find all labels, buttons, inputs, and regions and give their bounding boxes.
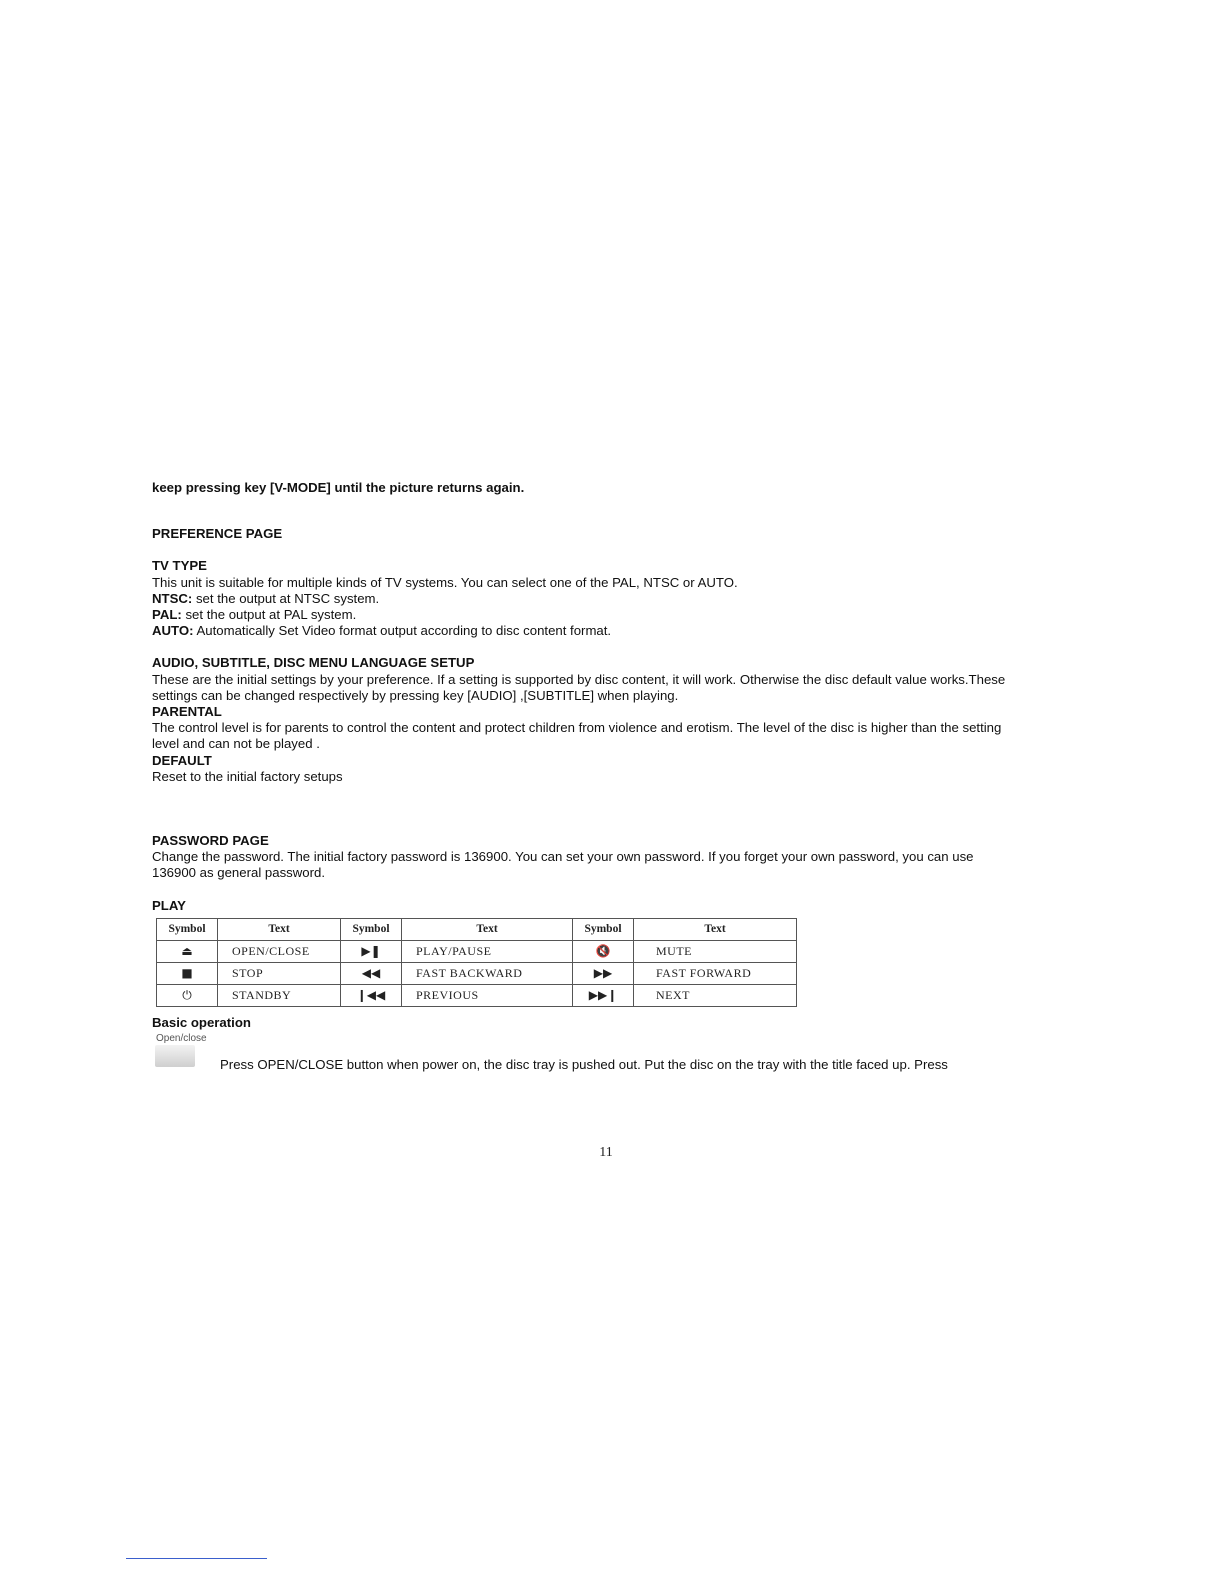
auto-text: Automatically Set Video format output according to disc content format. (193, 623, 612, 639)
ntsc-text: set the output at NTSC system. (192, 590, 380, 606)
eject-icon: ⏏ (157, 940, 218, 962)
table-header: Symbol (573, 918, 634, 940)
previous-icon: ❙◀◀ (341, 984, 402, 1006)
parental-line-1: The control level is for parents to control the content and protect children from violence and erotism. The level of the disc is higher than the setting (152, 720, 1002, 736)
table-cell: STANDBY (218, 984, 341, 1006)
fast-forward-icon: ▶▶ (573, 962, 634, 984)
table-header: Text (402, 918, 573, 940)
table-cell: FAST FORWARD (634, 962, 797, 984)
password-line-1: Change the password. The initial factory password is 136900. You can set your own password. If you forget your own password, you can use (152, 849, 974, 865)
play-heading: PLAY (152, 897, 186, 913)
basic-operation-heading: Basic operation (152, 1014, 251, 1030)
stop-icon: ■ (157, 962, 218, 984)
default-heading: DEFAULT (152, 752, 212, 768)
open-close-button-image (155, 1045, 195, 1067)
language-setup-line-1: These are the initial settings by your preference. If a setting is supported by disc content, it will work. Otherwise the disc default value works.These (152, 671, 1006, 687)
table-header: Symbol (157, 918, 218, 940)
basic-operation-section (152, 1015, 1072, 1073)
table-cell: STOP (218, 962, 341, 984)
next-icon: ▶▶❙ (573, 984, 634, 1006)
page-number: 11 (599, 1145, 613, 1160)
power-icon: ⏻ (157, 984, 218, 1006)
parental-line-2: level and can not be played . (152, 736, 320, 752)
password-line-2: 136900 as general password. (152, 865, 326, 881)
open-close-block (152, 1031, 1072, 1073)
language-setup-line-2: settings can be changed respectively by pressing key [AUDIO] ,[SUBTITLE] when playing. (152, 687, 679, 703)
table-cell: PREVIOUS (402, 984, 573, 1006)
tv-type-description: This unit is suitable for multiple kinds of TV systems. You can select one of the PAL, NTSC or AUTO. (152, 574, 738, 590)
table-header: Text (634, 918, 797, 940)
table-cell: FAST BACKWARD (402, 962, 573, 984)
mute-icon: 🔇 (573, 940, 634, 962)
page-content (152, 480, 1072, 1073)
tv-type-heading: TV TYPE (152, 558, 207, 574)
language-setup-heading: AUDIO, SUBTITLE, DISC MENU LANGUAGE SETUP (152, 655, 475, 671)
table-row (157, 984, 797, 1006)
password-page-heading: PASSWORD PAGE (152, 833, 269, 849)
preference-page-heading: PREFERENCE PAGE (152, 526, 283, 542)
table-header: Symbol (341, 918, 402, 940)
open-close-caption: Open/close (156, 1033, 207, 1045)
parental-heading: PARENTAL (152, 704, 222, 720)
ntsc-line (152, 591, 1072, 607)
table-header: Text (218, 918, 341, 940)
play-pause-icon: ▶❚ (341, 940, 402, 962)
table-cell: PLAY/PAUSE (402, 940, 573, 962)
default-text: Reset to the initial factory setups (152, 768, 343, 784)
table-cell: OPEN/CLOSE (218, 940, 341, 962)
pal-line (152, 607, 1072, 623)
pal-label: PAL: (152, 607, 182, 623)
footnote-divider (126, 1558, 267, 1559)
table-cell: NEXT (634, 984, 797, 1006)
pal-text: set the output at PAL system. (181, 607, 357, 623)
intro-line: keep pressing key [V-MODE] until the picture returns again. (152, 480, 525, 495)
ntsc-label: NTSC: (152, 590, 193, 606)
auto-label: AUTO: (152, 623, 194, 639)
auto-line (152, 623, 1072, 639)
table-row (157, 962, 797, 984)
table-row (157, 940, 797, 962)
basic-operation-text: Press OPEN/CLOSE button when power on, the disc tray is pushed out. Put the disc on the tray with the title faced up. Press (220, 1057, 948, 1073)
fast-backward-icon: ◀◀ (341, 962, 402, 984)
table-cell: MUTE (634, 940, 797, 962)
table-header-row (157, 918, 797, 940)
play-symbols-table (156, 918, 797, 1007)
